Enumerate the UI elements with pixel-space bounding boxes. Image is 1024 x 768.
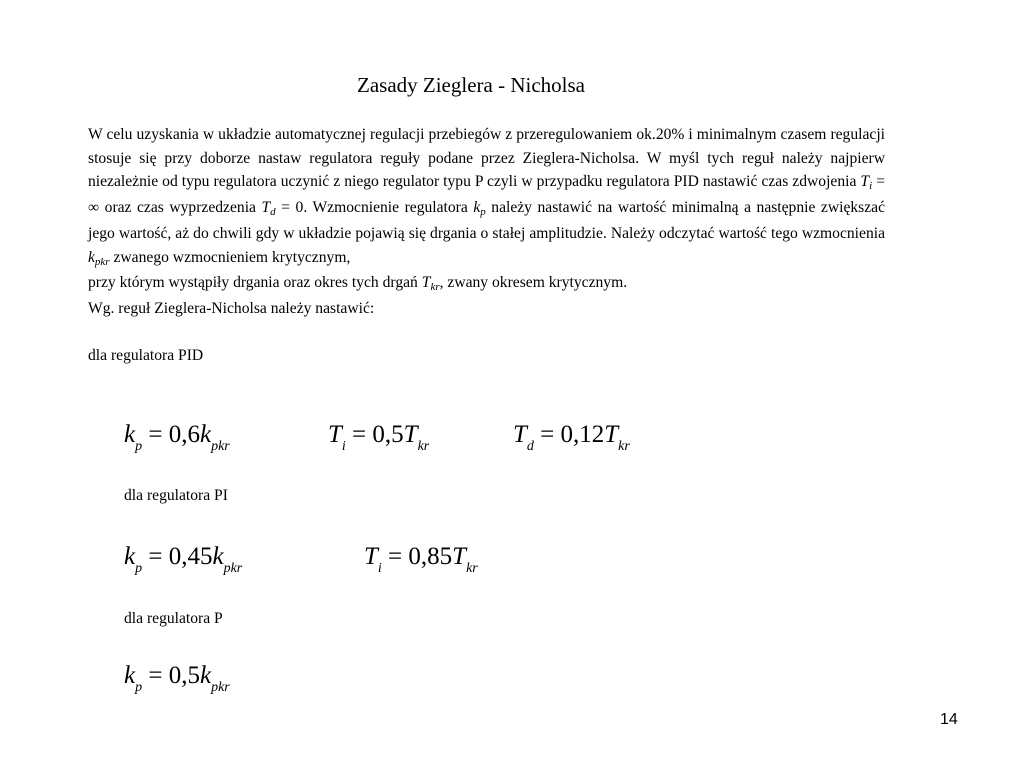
td-symbol: T	[261, 199, 271, 217]
rules-intro-line: Wg. reguł Zieglera-Nicholsa należy nastawić:	[88, 299, 375, 317]
spacer	[88, 321, 885, 345]
pi-ti-formula: $T_i = 0,85T_{kr}$	[364, 543, 478, 576]
intro-paragraph: W celu uzyskania w układzie automatycznej regulacji przebiegów z przeregulowaniem ok.20% i minimalnym czasem regulacji stosuje się przy doborze nastaw regulatora reguły podane przez Zieglera-Nicholsa. W myśl tych reguł należy najpierw niezależnie od typu regulatora uczynić z niego regulator typu P czyli w przypadku regulatora PID nastawić czas zdwojenia Ti = ∞ oraz czas wyprzedzenia Td = 0. Wzmocnienie regulatora kp należy nastawić na wartość minimalną a następnie zwiększać jego wartość, aż do chwili gdy w układzie pojawią się drgania o stałej amplitudzie. Należy odczytać wartość tego wzmocnienia kpkr zwanego wzmocnieniem krytycznym,	[88, 126, 885, 268]
pid-ti-formula: $T_i = 0,5T_{kr}$	[328, 421, 430, 454]
page-number: 14	[940, 711, 958, 728]
pid-label: dla regulatora PID	[88, 347, 204, 365]
kp-symbol: k	[473, 199, 481, 217]
p-label: dla regulatora P	[124, 610, 223, 627]
td-subscript: d	[270, 206, 276, 219]
pi-label: dla regulatora PI	[124, 487, 228, 504]
p-formulas	[124, 659, 424, 693]
p-kp-formula: $k_p = 0,5k_{pkr}$	[124, 662, 230, 695]
kpkr-subscript: pkr	[94, 255, 110, 268]
pi-formulas	[124, 540, 624, 574]
ti-subscript: i	[869, 180, 873, 193]
body-text	[88, 123, 885, 368]
pid-formulas	[124, 418, 724, 452]
kpkr-symbol: k	[88, 248, 95, 266]
pid-kp-formula: $k_p = 0,6k_{pkr}$	[124, 421, 230, 454]
tkr-symbol: T	[421, 274, 431, 292]
pid-td-formula: $T_d = 0,12T_{kr}$	[513, 421, 630, 454]
pi-kp-formula: $k_p = 0,45k_{pkr}$	[124, 543, 243, 576]
intro-last-line: przy którym wystąpiły drgania oraz okres tych drgań Tkr, zwany okresem krytycznym.	[88, 274, 628, 294]
tkr-subscript: kr	[430, 281, 440, 294]
ti-symbol: T	[860, 173, 870, 191]
kp-subscript: p	[480, 206, 486, 219]
slide-title: Zasady Zieglera - Nicholsa	[357, 73, 585, 97]
